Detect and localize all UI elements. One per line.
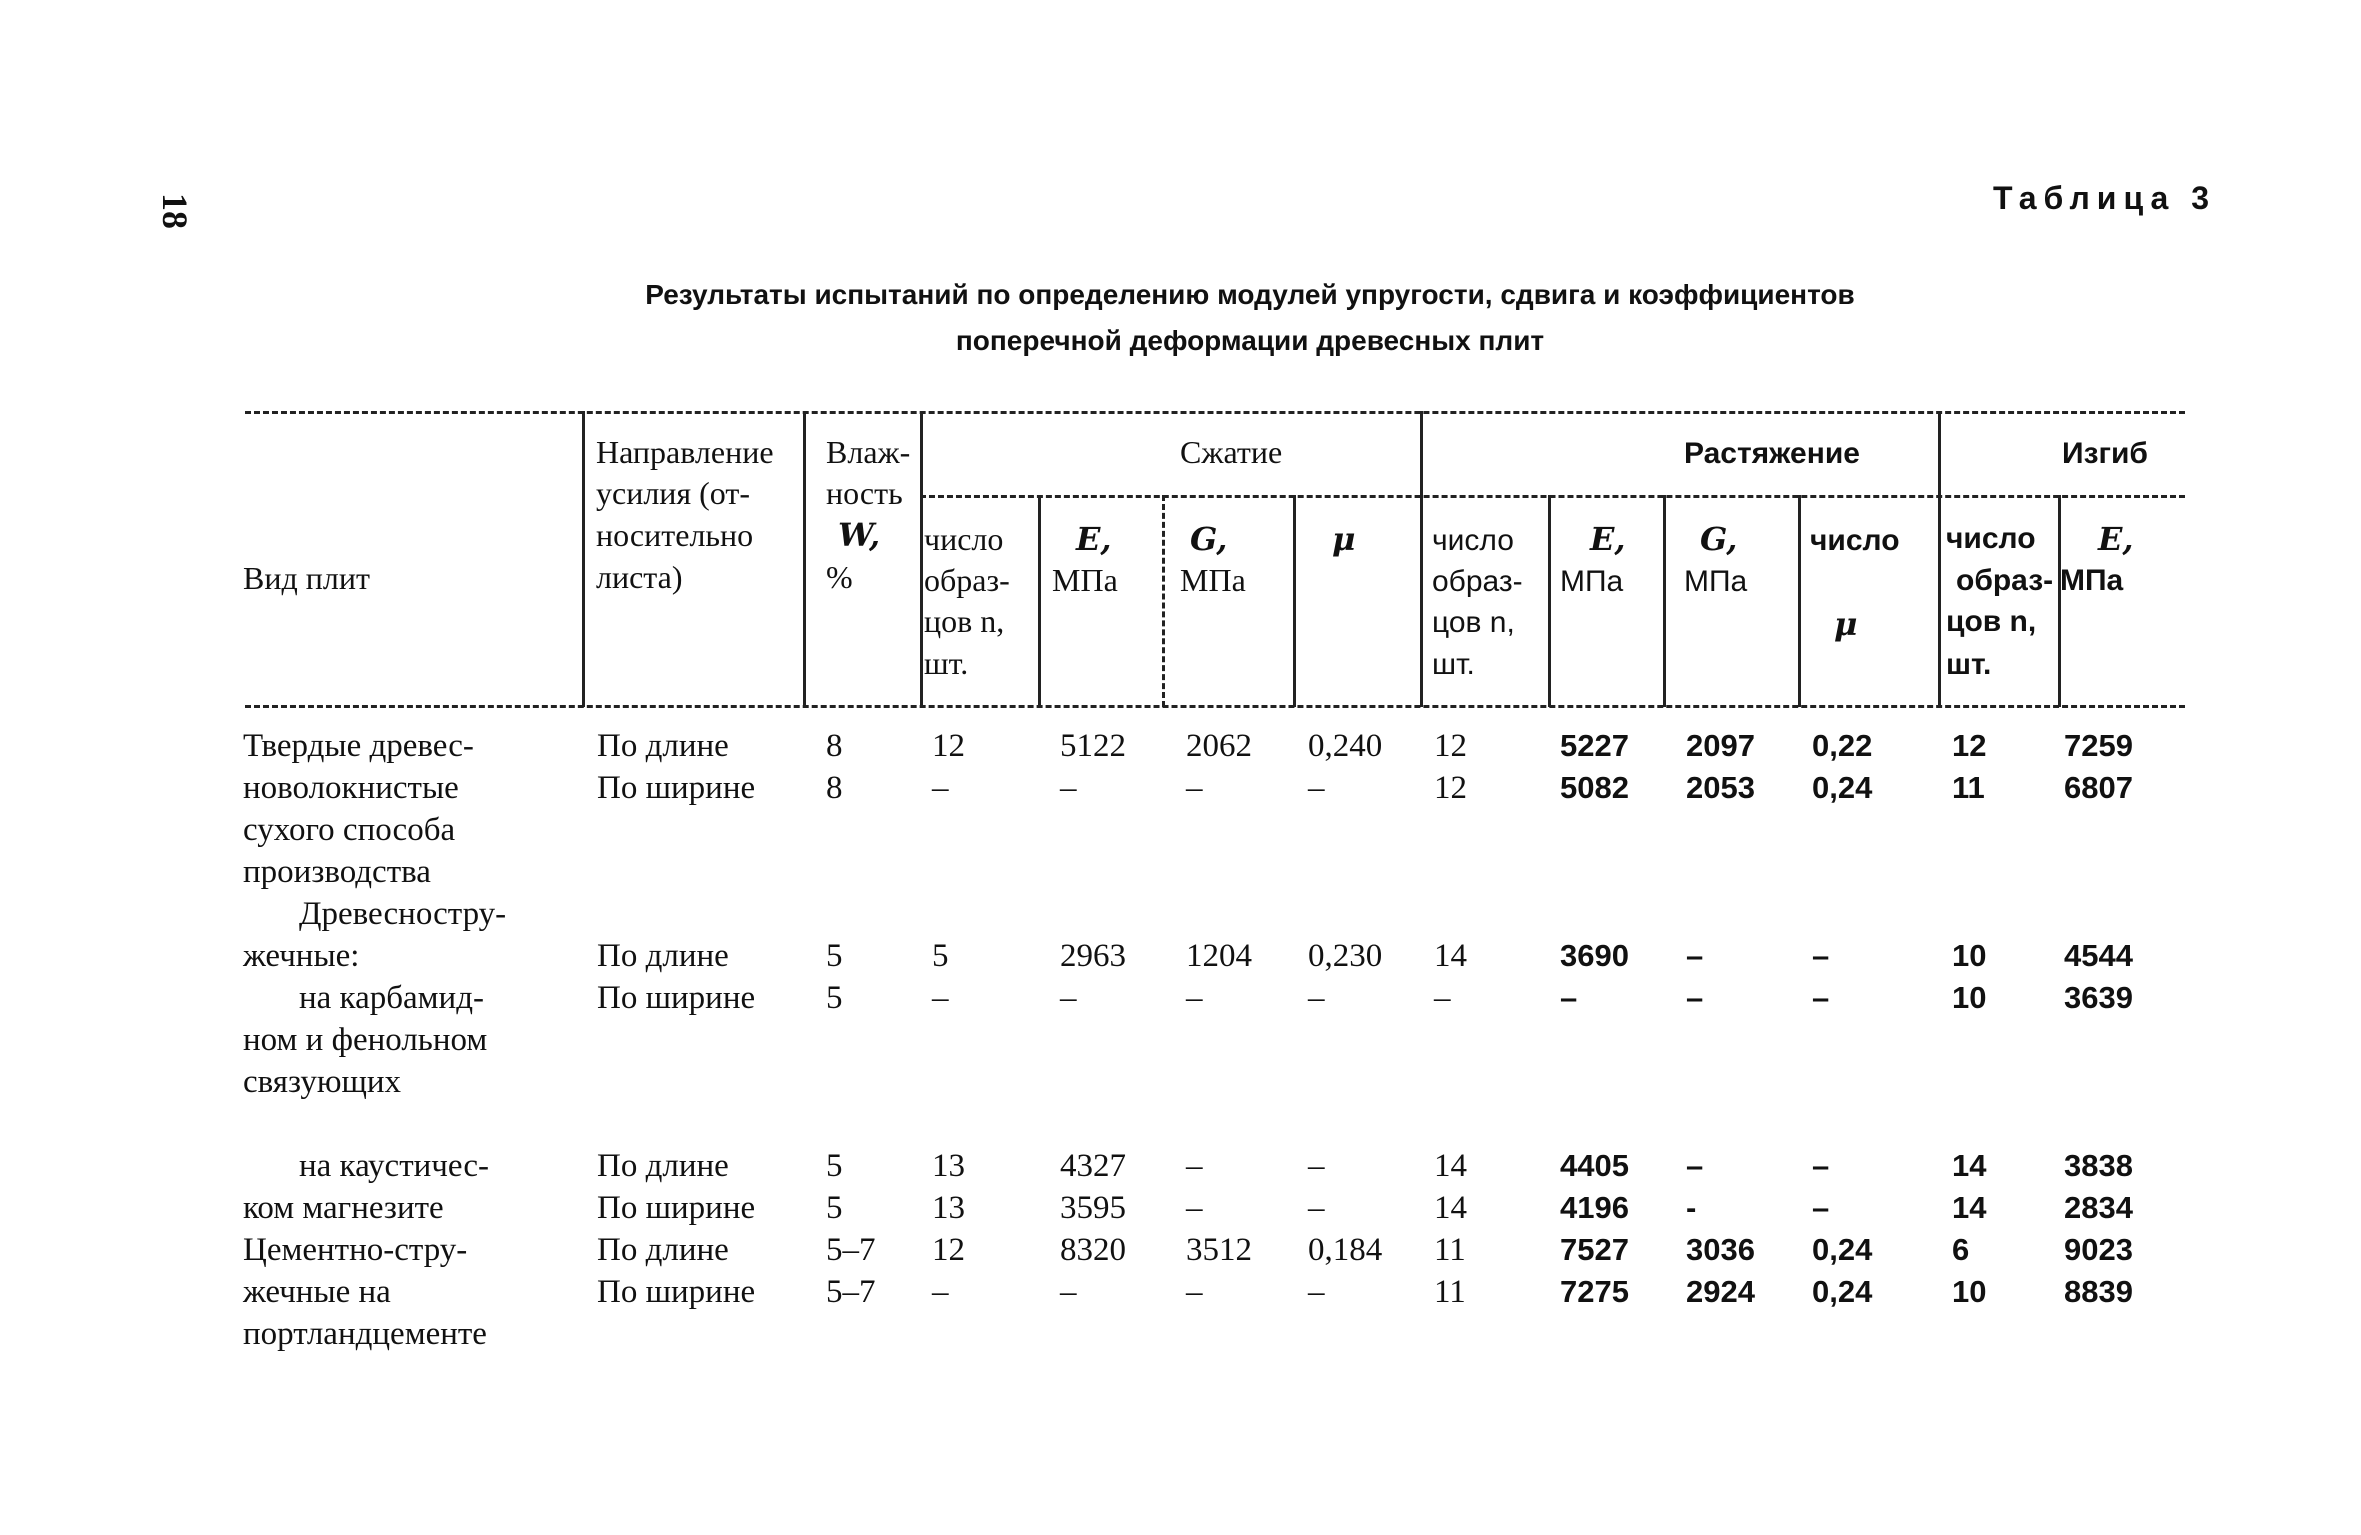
header-c-e-unit: МПа: [1052, 562, 1118, 598]
row-type-label: ном и фенольном: [243, 1022, 488, 1058]
cell-c-G: –: [1186, 980, 1203, 1016]
cell-c-E: 3595: [1060, 1190, 1126, 1226]
table-caption: [560, 272, 1940, 364]
row-type-label: жечные на: [243, 1274, 391, 1310]
row-type-label: на карбамид-: [299, 980, 484, 1016]
cell-b-n: 11: [1952, 770, 1985, 805]
table-label: Таблица 3: [1992, 180, 2216, 216]
divider-t-g: [1663, 495, 1666, 707]
cell-t-E: 3690: [1560, 938, 1629, 973]
header-top-rule: [245, 411, 2185, 414]
header-bottom-rule: [245, 705, 2185, 708]
cell-c-mu: 0,184: [1308, 1232, 1383, 1268]
row-type-label: Твердые древес-: [243, 728, 474, 764]
cell-w: 5: [826, 980, 843, 1016]
row-type-label: жечные:: [243, 938, 360, 974]
cell-t-G: 2924: [1686, 1274, 1755, 1309]
cell-t-mu: –: [1812, 1148, 1830, 1183]
header-direction-1: Направление: [596, 434, 774, 470]
cell-b-E: 4544: [2064, 938, 2133, 973]
cell-c-mu: 0,230: [1308, 938, 1383, 974]
cell-c-mu: –: [1308, 1190, 1325, 1226]
cell-t-n: 14: [1434, 1148, 1467, 1184]
cell-t-E: 4196: [1560, 1190, 1629, 1225]
cell-b-n: 14: [1952, 1190, 1987, 1225]
header-b-count-1: число: [1946, 522, 2036, 555]
cell-c-E: 5122: [1060, 728, 1126, 764]
cell-c-E: 8320: [1060, 1232, 1126, 1268]
cell-t-n: 14: [1434, 938, 1467, 974]
cell-b-E: 7259: [2064, 728, 2133, 763]
header-t-count-3: цов n,: [1432, 606, 1515, 639]
cell-c-E: 4327: [1060, 1148, 1126, 1184]
cell-dir: По длине: [597, 728, 729, 764]
header-t-mu-label: число: [1810, 524, 1900, 557]
cell-c-G: –: [1186, 1274, 1203, 1310]
header-b-e-unit: МПа: [2060, 564, 2124, 597]
header-direction-4: листа): [596, 559, 683, 595]
cell-c-n: –: [932, 770, 949, 806]
divider-bending: [1938, 411, 1941, 707]
cell-t-n: 11: [1434, 1274, 1466, 1310]
cell-c-n: 13: [932, 1190, 965, 1226]
cell-dir: По ширине: [597, 1274, 756, 1310]
row-type-label: сухого способа: [243, 812, 456, 848]
cell-c-G: 3512: [1186, 1232, 1252, 1268]
cell-c-mu: –: [1308, 1148, 1325, 1184]
cell-c-G: 1204: [1186, 938, 1252, 974]
cell-c-E: –: [1060, 770, 1077, 806]
row-type-label: портландцементе: [243, 1316, 487, 1352]
cell-b-n: 14: [1952, 1148, 1987, 1183]
cell-w: 5–7: [826, 1274, 876, 1310]
cell-b-E: 3639: [2064, 980, 2133, 1015]
header-c-count-3: цов n,: [924, 603, 1005, 639]
cell-c-E: 2963: [1060, 938, 1126, 974]
header-t-count-4: шт.: [1432, 648, 1475, 681]
row-type-label: Цементно-стру-: [243, 1232, 468, 1268]
header-b-e-symbol: E,: [2098, 520, 2134, 558]
cell-w: 5: [826, 1148, 843, 1184]
cell-dir: По ширине: [597, 980, 756, 1016]
row-type-label: на каустичес-: [299, 1148, 489, 1184]
header-c-count-1: число: [924, 521, 1004, 557]
header-mid-rule: [920, 495, 2185, 498]
cell-t-E: 7275: [1560, 1274, 1629, 1309]
caption-line-2: поперечной деформации древесных плит: [955, 325, 1545, 356]
header-direction-3: носительно: [596, 517, 754, 553]
cell-w: 5: [826, 938, 843, 974]
cell-t-G: 3036: [1686, 1232, 1755, 1267]
cell-b-n: 12: [1952, 728, 1987, 763]
divider-c-g: [1162, 495, 1165, 707]
caption-line-1: Результаты испытаний по определению модулей упругости, сдвига и коэффициентов: [645, 279, 1855, 310]
cell-c-mu: –: [1308, 980, 1325, 1016]
row-type-label: связующих: [243, 1064, 402, 1100]
header-c-g-unit: МПа: [1180, 562, 1246, 598]
cell-t-n: 14: [1434, 1190, 1467, 1226]
divider-direction: [582, 411, 585, 707]
cell-c-mu: –: [1308, 770, 1325, 806]
header-t-count-2: образ-: [1432, 565, 1523, 598]
cell-t-mu: 0,24: [1812, 770, 1873, 805]
cell-b-E: 6807: [2064, 770, 2133, 805]
header-b-count-2: образ-: [1956, 564, 2054, 597]
divider-moisture: [803, 411, 806, 707]
header-t-count-1: число: [1432, 524, 1514, 557]
divider-t-mu: [1798, 495, 1801, 707]
row-type-label: Древесностру-: [299, 896, 507, 932]
cell-t-mu: –: [1812, 1190, 1830, 1225]
cell-dir: По ширине: [597, 770, 756, 806]
header-b-count-3: цов n,: [1946, 605, 2037, 638]
header-t-g-unit: МПа: [1684, 565, 1748, 598]
cell-c-n: 5: [932, 938, 949, 974]
cell-b-n: 10: [1952, 1274, 1987, 1309]
cell-dir: По ширине: [597, 1190, 756, 1226]
header-type: Вид плит: [243, 560, 370, 596]
cell-w: 5–7: [826, 1232, 876, 1268]
cell-c-mu: 0,240: [1308, 728, 1383, 764]
divider-t-e: [1548, 495, 1551, 707]
cell-t-G: –: [1686, 980, 1704, 1015]
divider-b-e: [2058, 495, 2061, 707]
header-t-e-unit: МПа: [1560, 565, 1624, 598]
page-number: 18: [155, 193, 195, 229]
cell-dir: По длине: [597, 938, 729, 974]
cell-w: 8: [826, 728, 843, 764]
cell-t-n: 12: [1434, 770, 1467, 806]
cell-c-G: –: [1186, 1190, 1203, 1226]
cell-c-n: 12: [932, 728, 965, 764]
cell-c-G: –: [1186, 770, 1203, 806]
cell-c-E: –: [1060, 980, 1077, 1016]
header-c-g-symbol: G,: [1190, 520, 1228, 558]
cell-t-G: –: [1686, 1148, 1704, 1183]
cell-t-E: 4405: [1560, 1148, 1629, 1183]
cell-b-E: 9023: [2064, 1232, 2133, 1267]
cell-b-E: 2834: [2064, 1190, 2133, 1225]
cell-c-G: –: [1186, 1148, 1203, 1184]
cell-t-mu: –: [1812, 980, 1830, 1015]
cell-c-mu: –: [1308, 1274, 1325, 1310]
header-bending: Изгиб: [2062, 437, 2148, 470]
cell-t-mu: 0,24: [1812, 1232, 1873, 1267]
cell-t-n: –: [1434, 980, 1451, 1016]
divider-c-e: [1038, 495, 1041, 707]
header-c-count-2: образ-: [924, 562, 1010, 598]
header-moisture-2: ность: [826, 475, 903, 511]
cell-c-n: 12: [932, 1232, 965, 1268]
cell-t-G: 2097: [1686, 728, 1755, 763]
header-t-e-symbol: E,: [1590, 520, 1626, 558]
cell-b-n: 10: [1952, 938, 1987, 973]
cell-t-mu: –: [1812, 938, 1830, 973]
cell-t-G: –: [1686, 938, 1704, 973]
header-t-g-symbol: G,: [1700, 520, 1738, 558]
cell-t-n: 11: [1434, 1232, 1466, 1268]
cell-t-G: 2053: [1686, 770, 1755, 805]
cell-t-n: 12: [1434, 728, 1467, 764]
divider-tension: [1420, 411, 1423, 707]
cell-t-mu: 0,24: [1812, 1274, 1873, 1309]
cell-w: 8: [826, 770, 843, 806]
header-t-mu: μ: [1834, 605, 1858, 643]
cell-t-mu: 0,22: [1812, 728, 1873, 763]
cell-b-n: 6: [1952, 1232, 1970, 1267]
cell-c-n: –: [932, 980, 949, 1016]
cell-c-E: –: [1060, 1274, 1077, 1310]
cell-t-E: –: [1560, 980, 1578, 1015]
cell-t-E: 5227: [1560, 728, 1629, 763]
header-moisture-symbol: W,: [838, 516, 881, 554]
cell-b-n: 10: [1952, 980, 1987, 1015]
cell-c-G: 2062: [1186, 728, 1252, 764]
row-type-label: новолокнистые: [243, 770, 459, 806]
header-b-count-4: шт.: [1946, 648, 1992, 681]
cell-c-n: 13: [932, 1148, 965, 1184]
header-moisture-unit: %: [826, 559, 853, 595]
cell-dir: По длине: [597, 1232, 729, 1268]
divider-compression: [920, 411, 923, 707]
cell-dir: По длине: [597, 1148, 729, 1184]
row-type-label: ком магнезите: [243, 1190, 444, 1226]
cell-c-n: –: [932, 1274, 949, 1310]
cell-b-E: 3838: [2064, 1148, 2133, 1183]
cell-t-E: 5082: [1560, 770, 1629, 805]
header-tension: Растяжение: [1684, 437, 1860, 470]
cell-b-E: 8839: [2064, 1274, 2133, 1309]
header-direction-2: усилия (от-: [596, 475, 751, 511]
cell-t-E: 7527: [1560, 1232, 1629, 1267]
header-compression: Сжатие: [1180, 434, 1283, 470]
divider-c-mu: [1293, 495, 1296, 707]
header-c-e-symbol: E,: [1076, 520, 1112, 558]
cell-t-G: -: [1686, 1190, 1697, 1225]
cell-w: 5: [826, 1190, 843, 1226]
header-moisture-1: Влаж-: [826, 434, 911, 470]
header-c-mu: μ: [1332, 520, 1356, 558]
row-type-label: производства: [243, 854, 431, 890]
header-c-count-4: шт.: [924, 645, 969, 681]
